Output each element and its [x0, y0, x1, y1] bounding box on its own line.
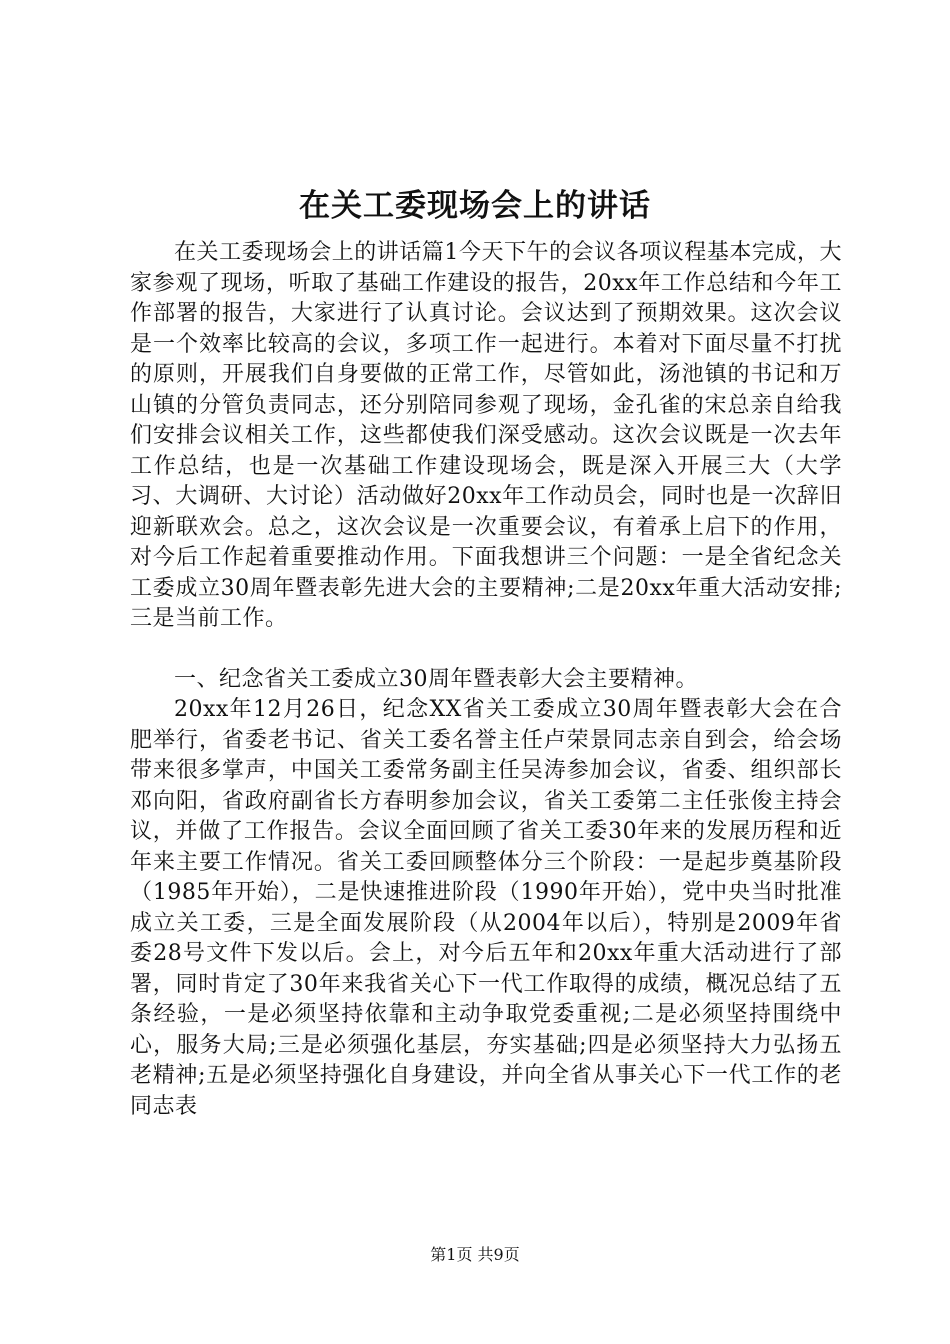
page-footer: 第1页 共9页: [430, 1245, 520, 1264]
section-heading: 一、纪念省关工委成立30周年暨表彰大会主要精神。: [174, 666, 698, 692]
document-title: 在关工委现场会上的讲话: [299, 188, 651, 224]
intro-paragraph: 在关工委现场会上的讲话篇1今天下午的会议各项议程基本完成，大家参观了现场，听取了基础工作建设的报告，20xx年工作总结和今年工作部署的报告，大家进行了认真讨论。会议达到了预期效果。这次会议是一个效率比较高的会议，多项工作一起进行。本着对下面尽量不打扰的原则，开展我们自身要做的正常工作，尽管如此，汤池镇的书记和万山镇的分管负责同志，还分别陪同参观了现场，金孔雀的宋总亲自给我们安排会议相关工作，这些都使我们深受感动。这次会议既是一次去年工作总结，也是一次基础工作建设现场会，既是深入开展三大（大学习、大调研、大讨论）活动做好20xx年工作动员会，同时也是一次辞旧迎新联欢会。总之，这次会议是一次重要会议，有着承上启下的作用，对今后工作起着重要推动作用。下面我想讲三个问题：一是全省纪念关工委成立30周年暨表彰先进大会的主要精神;二是20xx年重大活动安排;三是当前工作。: [130, 240, 842, 631]
document-body: [130, 238, 842, 1122]
section-paragraph: 20xx年12月26日，纪念XX省关工委成立30周年暨表彰大会在合肥举行，省委老书记、省关工委名誉主任卢荣景同志亲自到会，给会场带来很多掌声，中国关工委常务副主任吴涛参加会议，省委、组织部长邓向阳，省政府副省长方春明参加会议，省关工委第二主任张俊主持会议，并做了工作报告。会议全面回顾了省关工委30年来的发展历程和近年来主要工作情况。省关工委回顾整体分三个阶段：一是起步奠基阶段（1985年开始），二是快速推进阶段（1990年开始），党中央当时批准成立关工委，三是全面发展阶段（从2004年以后），特别是2009年省委28号文件下发以后。会上，对今后五年和20xx年重大活动进行了部署，同时肯定了30年来我省关心下一代工作取得的成绩，概况总结了五条经验，一是必须坚持依靠和主动争取党委重视;二是必须坚持围绕中心，服务大局;三是必须强化基层，夯实基础;四是必须坚持大力弘扬五老精神;五是必须坚持强化自身建设，并向全省从事关心下一代工作的老同志表: [130, 697, 842, 1119]
